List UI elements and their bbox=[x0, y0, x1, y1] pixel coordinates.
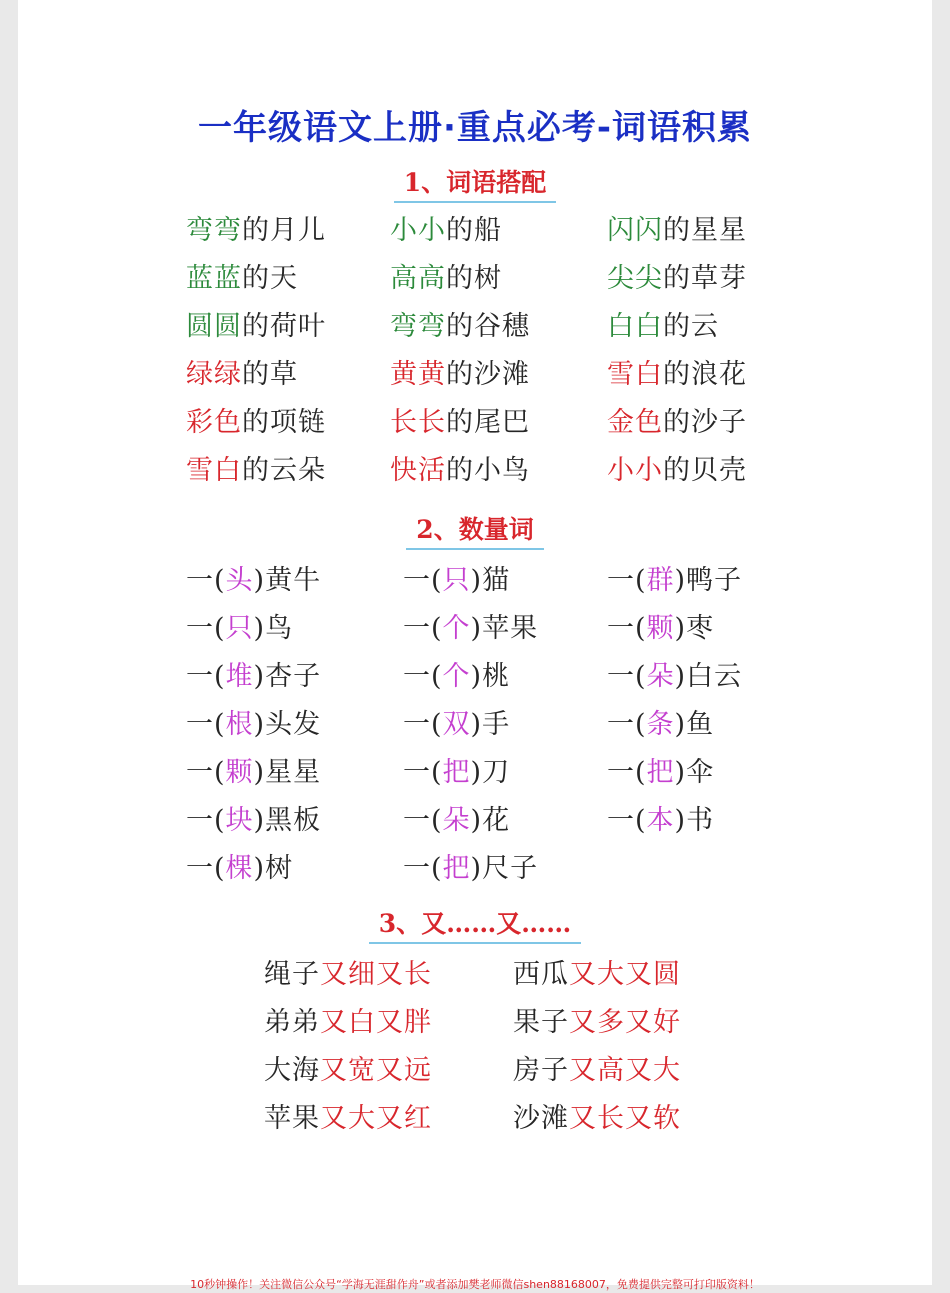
open-paren: ( bbox=[431, 805, 443, 836]
noun: 黑板 bbox=[265, 805, 322, 836]
close-paren: ) bbox=[253, 709, 266, 740]
open-paren: ( bbox=[635, 757, 647, 788]
you-you-item bbox=[513, 1000, 681, 1039]
prefix-one: 一 bbox=[186, 757, 214, 788]
noun: 黄牛 bbox=[265, 565, 322, 596]
prefix-one: 一 bbox=[403, 661, 431, 692]
prefix-one: 一 bbox=[186, 853, 214, 884]
close-paren: ) bbox=[674, 805, 687, 836]
close-paren: ) bbox=[253, 613, 266, 644]
noun: 手 bbox=[482, 709, 511, 740]
you-you-phrase: 又细又长 bbox=[320, 959, 432, 990]
noun: 星星 bbox=[265, 757, 322, 788]
open-paren: ( bbox=[635, 565, 647, 596]
close-paren: ) bbox=[253, 853, 266, 884]
close-paren: ) bbox=[253, 661, 266, 692]
measure-word-item bbox=[186, 558, 321, 597]
noun: 尺子 bbox=[482, 853, 539, 884]
measure-word-item bbox=[403, 654, 510, 693]
prefix-one: 一 bbox=[403, 805, 431, 836]
highlight-word: 绿绿 bbox=[186, 359, 242, 390]
highlight-word: 弯弯 bbox=[390, 311, 446, 342]
prefix-one: 一 bbox=[403, 709, 431, 740]
measure-word-item bbox=[403, 798, 510, 837]
highlight-word: 黄黄 bbox=[390, 359, 446, 390]
section3-heading-text: 3、又……又…… bbox=[369, 904, 581, 944]
noun: 猫 bbox=[482, 565, 511, 596]
close-paren: ) bbox=[253, 757, 266, 788]
you-you-phrase: 又高又大 bbox=[569, 1055, 681, 1086]
close-paren: ) bbox=[470, 661, 483, 692]
open-paren: ( bbox=[431, 709, 443, 740]
word-pair-item bbox=[390, 352, 530, 391]
highlight-word: 尖尖 bbox=[607, 263, 663, 294]
noun: 果子 bbox=[513, 1007, 569, 1038]
you-you-item bbox=[264, 1000, 432, 1039]
close-paren: ) bbox=[674, 757, 687, 788]
highlight-word: 雪白 bbox=[607, 359, 663, 390]
word-rest: 的天 bbox=[242, 263, 298, 294]
word-pair-item bbox=[186, 208, 326, 247]
measure-word-item bbox=[607, 654, 742, 693]
highlight-word: 小小 bbox=[607, 455, 663, 486]
word-pair-item bbox=[390, 400, 530, 439]
highlight-word: 快活 bbox=[390, 455, 446, 486]
you-you-phrase: 又宽又远 bbox=[320, 1055, 432, 1086]
open-paren: ( bbox=[431, 661, 443, 692]
highlight-word: 雪白 bbox=[186, 455, 242, 486]
open-paren: ( bbox=[431, 613, 443, 644]
measure-word-item bbox=[186, 798, 321, 837]
word-rest: 的沙子 bbox=[663, 407, 747, 438]
prefix-one: 一 bbox=[607, 805, 635, 836]
open-paren: ( bbox=[635, 613, 647, 644]
word-rest: 的草 bbox=[242, 359, 298, 390]
word-rest: 的草芽 bbox=[663, 263, 747, 294]
measure-word: 把 bbox=[646, 757, 675, 788]
word-pair-item bbox=[186, 400, 326, 439]
noun: 鸟 bbox=[265, 613, 294, 644]
prefix-one: 一 bbox=[186, 805, 214, 836]
you-you-item bbox=[264, 1096, 432, 1135]
measure-word: 只 bbox=[442, 565, 471, 596]
open-paren: ( bbox=[214, 565, 226, 596]
you-you-item bbox=[513, 1096, 681, 1135]
prefix-one: 一 bbox=[607, 565, 635, 596]
measure-word-item bbox=[186, 654, 321, 693]
open-paren: ( bbox=[431, 853, 443, 884]
measure-word-item bbox=[607, 702, 714, 741]
open-paren: ( bbox=[214, 613, 226, 644]
measure-word: 条 bbox=[646, 709, 675, 740]
measure-word: 群 bbox=[646, 565, 675, 596]
close-paren: ) bbox=[674, 709, 687, 740]
you-you-phrase: 又大又红 bbox=[320, 1103, 432, 1134]
word-rest: 的船 bbox=[446, 215, 502, 246]
prefix-one: 一 bbox=[403, 757, 431, 788]
prefix-one: 一 bbox=[607, 709, 635, 740]
noun: 西瓜 bbox=[513, 959, 569, 990]
measure-word: 棵 bbox=[225, 853, 254, 884]
noun: 枣 bbox=[686, 613, 715, 644]
word-rest: 的星星 bbox=[663, 215, 747, 246]
highlight-word: 长长 bbox=[390, 407, 446, 438]
close-paren: ) bbox=[674, 565, 687, 596]
measure-word: 朵 bbox=[442, 805, 471, 836]
measure-word-item bbox=[607, 558, 742, 597]
you-you-phrase: 又长又软 bbox=[569, 1103, 681, 1134]
measure-word: 颗 bbox=[646, 613, 675, 644]
section2-heading-text: 2、数量词 bbox=[406, 510, 543, 550]
measure-word-item bbox=[186, 702, 321, 741]
measure-word: 把 bbox=[442, 757, 471, 788]
noun: 树 bbox=[265, 853, 294, 884]
measure-word: 个 bbox=[442, 613, 471, 644]
open-paren: ( bbox=[431, 565, 443, 596]
open-paren: ( bbox=[635, 805, 647, 836]
prefix-one: 一 bbox=[186, 661, 214, 692]
close-paren: ) bbox=[470, 757, 483, 788]
section1-heading bbox=[0, 163, 950, 203]
open-paren: ( bbox=[214, 661, 226, 692]
close-paren: ) bbox=[253, 805, 266, 836]
word-pair-item bbox=[390, 448, 530, 487]
section2-heading bbox=[0, 510, 950, 550]
word-rest: 的云朵 bbox=[242, 455, 326, 486]
highlight-word: 金色 bbox=[607, 407, 663, 438]
word-rest: 的浪花 bbox=[663, 359, 747, 390]
noun: 伞 bbox=[686, 757, 715, 788]
prefix-one: 一 bbox=[607, 661, 635, 692]
measure-word: 个 bbox=[442, 661, 471, 692]
word-rest: 的沙滩 bbox=[446, 359, 530, 390]
footer-note: 10秒钟操作！关注微信公众号“学海无涯甜作舟”或者添加樊老师微信shen88168007，免费提供完整可打印版资料！ bbox=[190, 1278, 760, 1291]
measure-word: 把 bbox=[442, 853, 471, 884]
prefix-one: 一 bbox=[403, 613, 431, 644]
word-rest: 的尾巴 bbox=[446, 407, 530, 438]
highlight-word: 高高 bbox=[390, 263, 446, 294]
prefix-one: 一 bbox=[607, 757, 635, 788]
noun: 沙滩 bbox=[513, 1103, 569, 1134]
word-pair-item bbox=[186, 448, 326, 487]
word-rest: 的项链 bbox=[242, 407, 326, 438]
measure-word: 堆 bbox=[225, 661, 254, 692]
measure-word-item bbox=[403, 846, 538, 885]
word-rest: 的树 bbox=[446, 263, 502, 294]
highlight-word: 白白 bbox=[607, 311, 663, 342]
word-pair-item bbox=[390, 208, 502, 247]
measure-word: 本 bbox=[646, 805, 675, 836]
you-you-item bbox=[264, 952, 432, 991]
open-paren: ( bbox=[214, 709, 226, 740]
measure-word: 朵 bbox=[646, 661, 675, 692]
section3-heading bbox=[0, 904, 950, 944]
open-paren: ( bbox=[431, 757, 443, 788]
word-pair-item bbox=[186, 304, 326, 343]
word-rest: 的荷叶 bbox=[242, 311, 326, 342]
open-paren: ( bbox=[214, 757, 226, 788]
prefix-one: 一 bbox=[403, 565, 431, 596]
prefix-one: 一 bbox=[403, 853, 431, 884]
close-paren: ) bbox=[470, 709, 483, 740]
noun: 桃 bbox=[482, 661, 511, 692]
measure-word: 根 bbox=[225, 709, 254, 740]
close-paren: ) bbox=[470, 805, 483, 836]
open-paren: ( bbox=[214, 853, 226, 884]
close-paren: ) bbox=[470, 613, 483, 644]
measure-word-item bbox=[403, 702, 510, 741]
noun: 鸭子 bbox=[686, 565, 743, 596]
you-you-item bbox=[513, 952, 681, 991]
prefix-one: 一 bbox=[186, 613, 214, 644]
word-pair-item bbox=[607, 352, 747, 391]
word-rest: 的谷穗 bbox=[446, 311, 530, 342]
noun: 绳子 bbox=[264, 959, 320, 990]
you-you-item bbox=[513, 1048, 681, 1087]
word-pair-item bbox=[607, 256, 747, 295]
noun: 刀 bbox=[482, 757, 511, 788]
noun: 大海 bbox=[264, 1055, 320, 1086]
highlight-word: 圆圆 bbox=[186, 311, 242, 342]
measure-word-item bbox=[607, 750, 714, 789]
noun: 书 bbox=[686, 805, 715, 836]
noun: 房子 bbox=[513, 1055, 569, 1086]
measure-word-item bbox=[186, 846, 293, 885]
word-pair-item bbox=[607, 400, 747, 439]
open-paren: ( bbox=[635, 661, 647, 692]
word-rest: 的小鸟 bbox=[446, 455, 530, 486]
word-pair-item bbox=[186, 352, 298, 391]
measure-word-item bbox=[403, 750, 510, 789]
noun: 苹果 bbox=[264, 1103, 320, 1134]
word-rest: 的月儿 bbox=[242, 215, 326, 246]
section1-heading-text: 1、词语搭配 bbox=[394, 163, 556, 203]
word-pair-item bbox=[186, 256, 298, 295]
word-rest: 的贝壳 bbox=[663, 455, 747, 486]
noun: 弟弟 bbox=[264, 1007, 320, 1038]
page-title: 一年级语文上册·重点必考-词语积累 bbox=[197, 108, 753, 148]
word-pair-item bbox=[607, 208, 747, 247]
close-paren: ) bbox=[470, 565, 483, 596]
highlight-word: 彩色 bbox=[186, 407, 242, 438]
open-paren: ( bbox=[635, 709, 647, 740]
prefix-one: 一 bbox=[186, 709, 214, 740]
prefix-one: 一 bbox=[186, 565, 214, 596]
noun: 白云 bbox=[686, 661, 743, 692]
open-paren: ( bbox=[214, 805, 226, 836]
highlight-word: 弯弯 bbox=[186, 215, 242, 246]
measure-word-item bbox=[403, 558, 510, 597]
word-pair-item bbox=[390, 304, 530, 343]
close-paren: ) bbox=[253, 565, 266, 596]
highlight-word: 蓝蓝 bbox=[186, 263, 242, 294]
highlight-word: 小小 bbox=[390, 215, 446, 246]
you-you-phrase: 又大又圆 bbox=[569, 959, 681, 990]
close-paren: ) bbox=[674, 613, 687, 644]
measure-word-item bbox=[186, 606, 293, 645]
you-you-item bbox=[264, 1048, 432, 1087]
measure-word: 块 bbox=[225, 805, 254, 836]
close-paren: ) bbox=[470, 853, 483, 884]
noun: 鱼 bbox=[686, 709, 715, 740]
noun: 苹果 bbox=[482, 613, 539, 644]
measure-word: 头 bbox=[225, 565, 254, 596]
measure-word-item bbox=[607, 798, 714, 837]
prefix-one: 一 bbox=[607, 613, 635, 644]
measure-word: 双 bbox=[442, 709, 471, 740]
noun: 头发 bbox=[265, 709, 322, 740]
you-you-phrase: 又多又好 bbox=[569, 1007, 681, 1038]
word-pair-item bbox=[607, 304, 719, 343]
noun: 花 bbox=[482, 805, 511, 836]
word-pair-item bbox=[390, 256, 502, 295]
noun: 杏子 bbox=[265, 661, 322, 692]
measure-word: 颗 bbox=[225, 757, 254, 788]
measure-word-item bbox=[186, 750, 321, 789]
measure-word-item bbox=[607, 606, 714, 645]
close-paren: ) bbox=[674, 661, 687, 692]
highlight-word: 闪闪 bbox=[607, 215, 663, 246]
measure-word: 只 bbox=[225, 613, 254, 644]
you-you-phrase: 又白又胖 bbox=[320, 1007, 432, 1038]
measure-word-item bbox=[403, 606, 538, 645]
word-pair-item bbox=[607, 448, 747, 487]
word-rest: 的云 bbox=[663, 311, 719, 342]
